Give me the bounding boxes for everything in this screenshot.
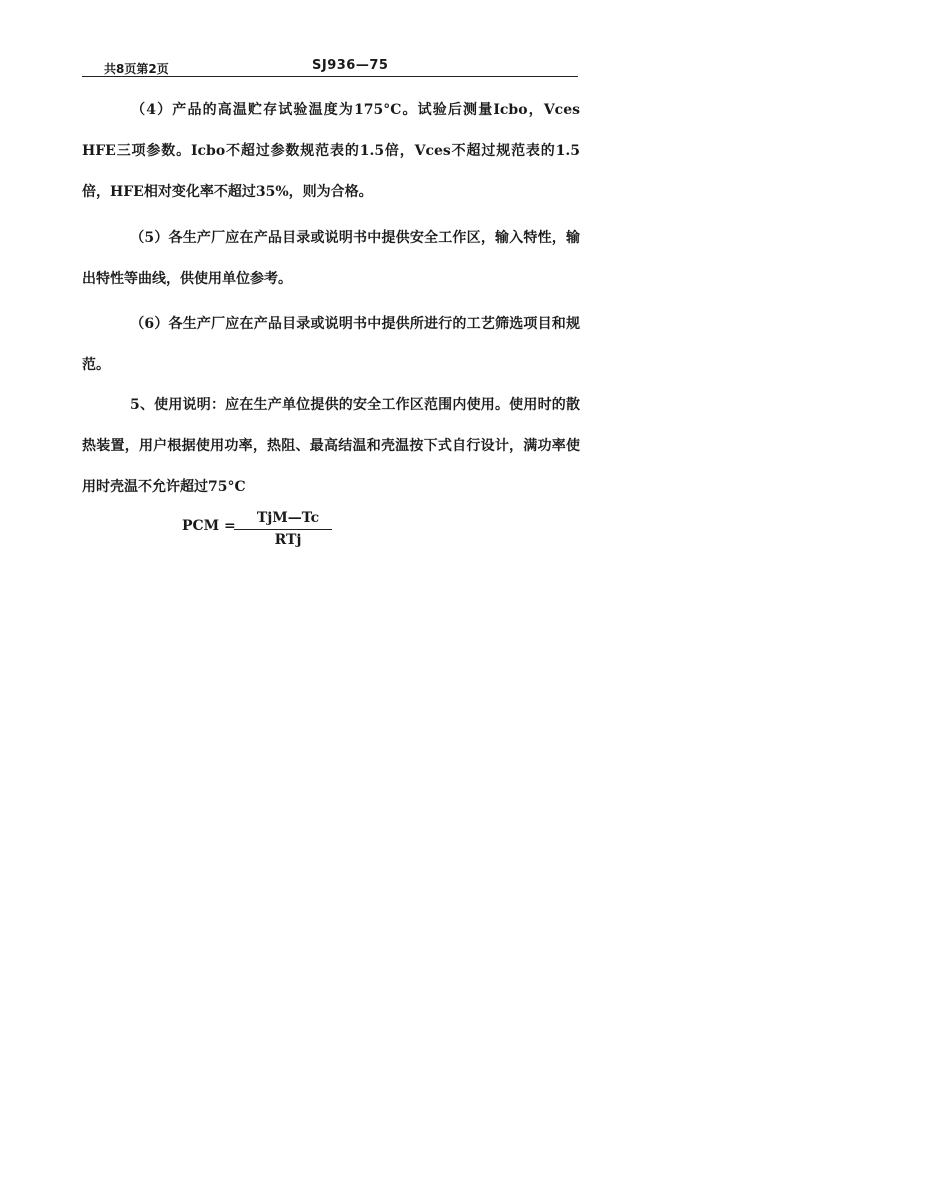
- formula-numerator: TjM—Tc: [256, 510, 320, 526]
- standard-number: SJ936—75: [312, 58, 389, 73]
- fraction-bar: [234, 529, 332, 530]
- paragraph-item-5: [82, 218, 580, 300]
- page-header: [82, 58, 578, 78]
- paragraph-text: 5、使用说明：应在生产单位提供的安全工作区范围内使用。使用时的散热装置，用户根据使用功率，热阻、最高结温和壳温按下式自行设计，满功率使用时壳温不允许超过75°C: [82, 397, 580, 495]
- formula-lhs: PCM =: [182, 518, 236, 534]
- paragraph-usage: [82, 385, 580, 508]
- paragraph-text: （4）产品的高温贮存试验温度为175°C。试验后测量Icbo，Vces HFE三项参数。Icbo不超过参数规范表的1.5倍，Vces不超过规范表的1.5倍，HFE相对变化率不超过35%，则为合格。: [82, 102, 580, 200]
- paragraph-item-4: [82, 90, 580, 213]
- paragraph-item-6: [82, 304, 580, 386]
- page-number: 共8页第2页: [104, 62, 169, 76]
- paragraph-text: （6）各生产厂应在产品目录或说明书中提供所进行的工艺筛选项目和规范。: [82, 316, 580, 373]
- formula-denominator: RTj: [274, 532, 302, 548]
- header-divider: [82, 76, 578, 77]
- paragraph-text: （5）各生产厂应在产品目录或说明书中提供安全工作区，输入特性，输出特性等曲线，供使用单位参考。: [82, 230, 580, 287]
